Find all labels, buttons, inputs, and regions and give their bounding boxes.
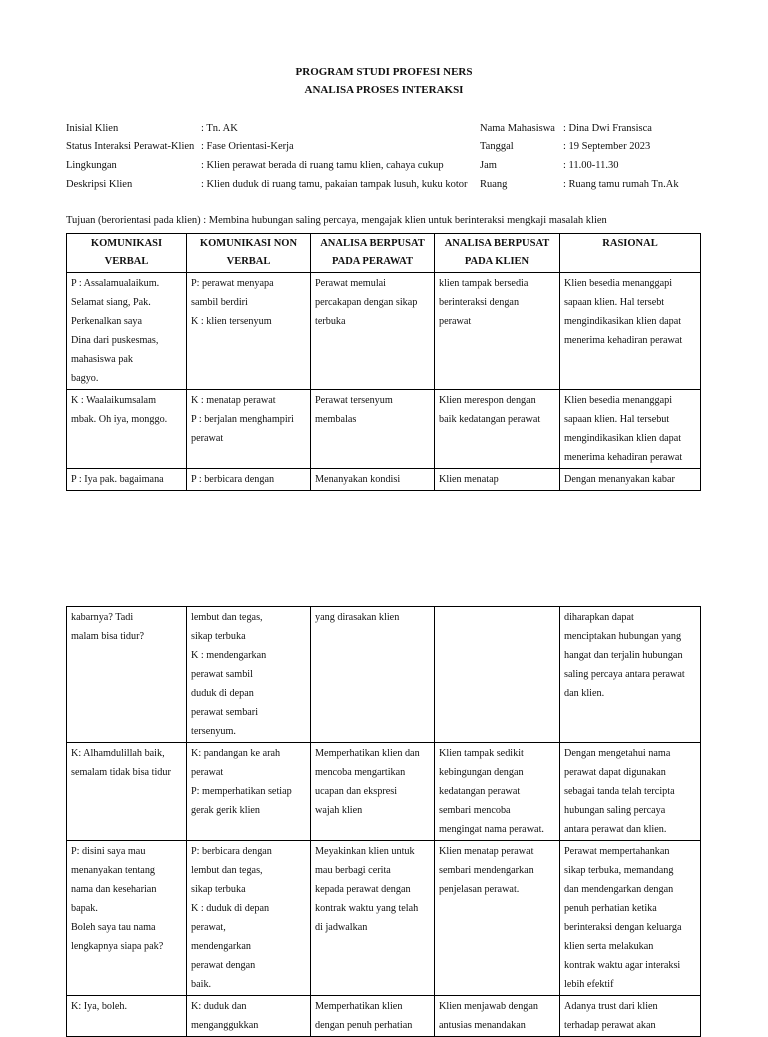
cell-nonverbal	[187, 273, 311, 390]
cell-line: menanyakan tentang	[71, 865, 156, 876]
cell-line: K: Alhamdulillah baik,	[71, 748, 165, 759]
cell-line: Klien menatap perawat	[439, 846, 534, 857]
cell-line: menerima kehadiran perawat	[564, 452, 683, 463]
cell-line: lebih efektif	[564, 979, 614, 990]
cell-klien	[435, 841, 560, 996]
cell-line: mahasiswa pak	[71, 354, 133, 365]
cell-klien	[435, 273, 560, 390]
cell-line: Klien besedia menanggapi	[564, 278, 673, 289]
cell-line: K : klien tersenyum	[191, 316, 272, 327]
ruang-label: Ruang	[480, 179, 508, 190]
document-title: ANALISA PROSES INTERAKSI	[304, 84, 464, 96]
table-row	[67, 390, 701, 469]
cell-line: perawat	[191, 433, 224, 444]
cell-line: Meyakinkan klien untuk	[315, 846, 415, 857]
cell-line: mengindikasikan klien dapat	[564, 433, 682, 444]
cell-line: baik kedatangan perawat	[439, 414, 541, 425]
cell-line: K: Iya, boleh.	[71, 1001, 128, 1012]
nama-label: Nama Mahasiswa	[480, 123, 555, 134]
cell-line: hubungan saling percaya	[564, 805, 666, 816]
cell-line: duduk di depan	[191, 688, 254, 699]
cell-nonverbal	[187, 469, 311, 491]
header-perawat: ANALISA BERPUSAT PADA PERAWAT	[311, 234, 435, 273]
cell-line: Perawat memulai	[315, 278, 387, 289]
cell-line: hangat dan terjalin hubungan	[564, 650, 683, 661]
cell-klien	[435, 607, 560, 743]
cell-nonverbal	[187, 841, 311, 996]
cell-line: penjelasan perawat.	[439, 884, 520, 895]
cell-line: penuh perhatian ketika	[564, 903, 657, 914]
cell-line: mengingat nama perawat.	[439, 824, 544, 835]
cell-perawat	[311, 469, 435, 491]
cell-line: nama dan keseharian	[71, 884, 157, 895]
cell-line: ucapan dan ekspresi	[315, 786, 398, 797]
cell-line: dan mendengarkan dengan	[564, 884, 674, 895]
cell-line: di jadwalkan	[315, 922, 368, 933]
cell-line: kontrak waktu agar interaksi	[564, 960, 681, 971]
cell-line: kedatangan perawat	[439, 786, 521, 797]
cell-line: klien tampak bersedia	[439, 278, 529, 289]
cell-line: yang dirasakan klien	[315, 612, 400, 623]
cell-line: Menanyakan kondisi	[315, 474, 401, 485]
cell-line: menerima kehadiran perawat	[564, 335, 683, 346]
cell-line: kontrak waktu yang telah	[315, 903, 419, 914]
cell-line: menciptakan hubungan yang	[564, 631, 682, 642]
cell-line: menganggukkan	[191, 1020, 259, 1031]
cell-line: saling percaya antara perawat	[564, 669, 685, 680]
cell-line: baik.	[191, 979, 212, 990]
cell-klien	[435, 743, 560, 841]
cell-verbal	[67, 273, 187, 390]
cell-line: lembut dan tegas,	[191, 865, 263, 876]
cell-perawat	[311, 607, 435, 743]
cell-rasional	[560, 469, 701, 491]
cell-line: sikap terbuka	[191, 631, 246, 642]
inisial-value: : Tn. AK	[201, 123, 238, 134]
cell-line: Memperhatikan klien dan	[315, 748, 420, 759]
cell-line: kabarnya? Tadi	[71, 612, 134, 623]
cell-line: bapak.	[71, 903, 98, 914]
cell-line: terbuka	[315, 316, 346, 327]
cell-line: Dengan menanyakan kabar	[564, 474, 675, 485]
cell-line: diharapkan dapat	[564, 612, 634, 623]
cell-line: K : menatap perawat	[191, 395, 276, 406]
cell-perawat	[311, 996, 435, 1037]
cell-line: sambil berdiri	[191, 297, 248, 308]
cell-line: antusias menandakan	[439, 1020, 526, 1031]
interaction-table-page1	[66, 233, 701, 491]
cell-klien	[435, 996, 560, 1037]
cell-line: kebingungan dengan	[439, 767, 524, 778]
cell-line: mencoba mengartikan	[315, 767, 406, 778]
cell-line: Klien menjawab dengan	[439, 1001, 539, 1012]
cell-line: dan klien.	[564, 688, 605, 699]
cell-line: mbak. Oh iya, monggo.	[71, 414, 168, 425]
cell-nonverbal	[187, 996, 311, 1037]
cell-rasional	[560, 390, 701, 469]
cell-line: wajah klien	[315, 805, 363, 816]
cell-line: berinteraksi dengan keluarga	[564, 922, 682, 933]
cell-line: perawat	[191, 767, 224, 778]
cell-nonverbal	[187, 743, 311, 841]
tanggal-value: : 19 September 2023	[563, 141, 651, 152]
cell-klien	[435, 469, 560, 491]
cell-line: percakapan dengan sikap	[315, 297, 418, 308]
cell-line: perawat dapat digunakan	[564, 767, 666, 778]
cell-line: Klien tampak sedikit	[439, 748, 524, 759]
cell-klien	[435, 390, 560, 469]
cell-line: dengan penuh perhatian	[315, 1020, 413, 1031]
cell-line: membalas	[315, 414, 357, 425]
cell-rasional	[560, 743, 701, 841]
cell-line: Selamat siang, Pak.	[71, 297, 151, 308]
nama-value: : Dina Dwi Fransisca	[563, 123, 652, 134]
cell-line: Klien besedia menanggapi	[564, 395, 673, 406]
table-row	[67, 743, 701, 841]
cell-line: P : Iya pak. bagaimana	[71, 474, 164, 485]
cell-line: sikap terbuka	[191, 884, 246, 895]
cell-line: Perawat mempertahankan	[564, 846, 670, 857]
cell-line: K: duduk dan	[191, 1001, 247, 1012]
cell-line: Perkenalkan saya	[71, 316, 142, 327]
cell-line: Klien menatap	[439, 474, 499, 485]
header-verbal: KOMUNIKASI VERBAL	[67, 234, 187, 273]
cell-line: antara perawat dan klien.	[564, 824, 667, 835]
cell-line: klien serta melakukan	[564, 941, 654, 952]
cell-line: Klien merespon dengan	[439, 395, 536, 406]
cell-verbal	[67, 841, 187, 996]
cell-perawat	[311, 743, 435, 841]
status-label: Status Interaksi Perawat-Klien	[66, 141, 195, 152]
ruang-value: : Ruang tamu rumah Tn.Ak	[563, 179, 679, 190]
table-row	[67, 996, 701, 1037]
cell-line: sikap terbuka, memandang	[564, 865, 674, 876]
cell-line: K: pandangan ke arah	[191, 748, 281, 759]
cell-line: K : mendengarkan	[191, 650, 267, 661]
cell-line: sebagai tanda telah tercipta	[564, 786, 675, 797]
cell-line: P : Assalamualaikum.	[71, 278, 160, 289]
cell-line: sapaan klien. Hal tersebt	[564, 297, 665, 308]
inisial-label: Inisial Klien	[66, 123, 119, 134]
cell-verbal	[67, 996, 187, 1037]
cell-line: bagyo.	[71, 373, 99, 384]
table-row	[67, 273, 701, 390]
deskripsi-value: : Klien duduk di ruang tamu, pakaian tampak lusuh, kuku kotor	[201, 179, 468, 190]
cell-rasional	[560, 996, 701, 1037]
lingkungan-label: Lingkungan	[66, 160, 117, 171]
cell-line: Memperhatikan klien	[315, 1001, 403, 1012]
cell-verbal	[67, 607, 187, 743]
cell-perawat	[311, 841, 435, 996]
cell-perawat	[311, 273, 435, 390]
header-nonverbal: KOMUNIKASI NON VERBAL	[187, 234, 311, 273]
cell-line: mendengarkan	[191, 941, 251, 952]
cell-line: perawat sambil	[191, 669, 253, 680]
cell-line: sembari mencoba	[439, 805, 511, 816]
cell-rasional	[560, 273, 701, 390]
cell-line: Dengan mengetahui nama	[564, 748, 671, 759]
cell-line: Perawat tersenyum	[315, 395, 393, 406]
cell-line: P : berbicara dengan	[191, 474, 275, 485]
interaction-goal: Tujuan (berorientasi pada klien) : Membina hubungan saling percaya, mengajak klien untuk berinteraksi mengkaji masalah klien	[66, 215, 607, 226]
cell-rasional	[560, 841, 701, 996]
cell-line: terhadap perawat akan	[564, 1020, 656, 1031]
cell-line: perawat	[439, 316, 472, 327]
cell-rasional	[560, 607, 701, 743]
program-title: PROGRAM STUDI PROFESI NERS	[295, 66, 473, 78]
cell-line: K : duduk di depan	[191, 903, 270, 914]
header-klien: ANALISA BERPUSAT PADA KLIEN	[435, 234, 560, 273]
cell-line: malam bisa tidur?	[71, 631, 144, 642]
cell-verbal	[67, 390, 187, 469]
cell-line: P: perawat menyapa	[191, 278, 274, 289]
table-row	[67, 469, 701, 491]
jam-value: : 11.00-11.30	[563, 160, 619, 171]
table-header-row	[67, 234, 701, 273]
jam-label: Jam	[480, 160, 497, 171]
cell-nonverbal	[187, 390, 311, 469]
cell-perawat	[311, 390, 435, 469]
interaction-table-page2	[66, 606, 701, 1037]
cell-verbal	[67, 469, 187, 491]
cell-line: Dina dari puskesmas,	[71, 335, 159, 346]
cell-line: Boleh saya tau nama	[71, 922, 156, 933]
status-value: : Fase Orientasi-Kerja	[201, 141, 294, 152]
cell-line: perawat sembari	[191, 707, 259, 718]
cell-line: sembari mendengarkan	[439, 865, 534, 876]
header-rasional: RASIONAL	[560, 234, 701, 273]
cell-line: gerak gerik klien	[191, 805, 261, 816]
cell-line: P: disini saya mau	[71, 846, 146, 857]
cell-line: perawat,	[191, 922, 226, 933]
cell-line: mau berbagi cerita	[315, 865, 391, 876]
cell-line: kepada perawat dengan	[315, 884, 411, 895]
cell-line: sapaan klien. Hal tersebut	[564, 414, 670, 425]
cell-line: lengkapnya siapa pak?	[71, 941, 164, 952]
cell-line: semalam tidak bisa tidur	[71, 767, 171, 778]
cell-line: P: berbicara dengan	[191, 846, 272, 857]
cell-line: perawat dengan	[191, 960, 256, 971]
cell-line: P : berjalan menghampiri	[191, 414, 294, 425]
lingkungan-value: : Klien perawat berada di ruang tamu klien, cahaya cukup	[201, 160, 444, 171]
cell-line: mengindikasikan klien dapat	[564, 316, 682, 327]
cell-nonverbal	[187, 607, 311, 743]
deskripsi-label: Deskripsi Klien	[66, 179, 133, 190]
cell-line: P: memperhatikan setiap	[191, 786, 292, 797]
cell-line: lembut dan tegas,	[191, 612, 263, 623]
cell-line: berinteraksi dengan	[439, 297, 520, 308]
cell-line: K : Waalaikumsalam	[71, 395, 156, 406]
table-row	[67, 841, 701, 996]
cell-line: Adanya trust dari klien	[564, 1001, 658, 1012]
table-row	[67, 607, 701, 743]
tanggal-label: Tanggal	[480, 141, 514, 152]
cell-verbal	[67, 743, 187, 841]
cell-line: tersenyum.	[191, 726, 236, 737]
